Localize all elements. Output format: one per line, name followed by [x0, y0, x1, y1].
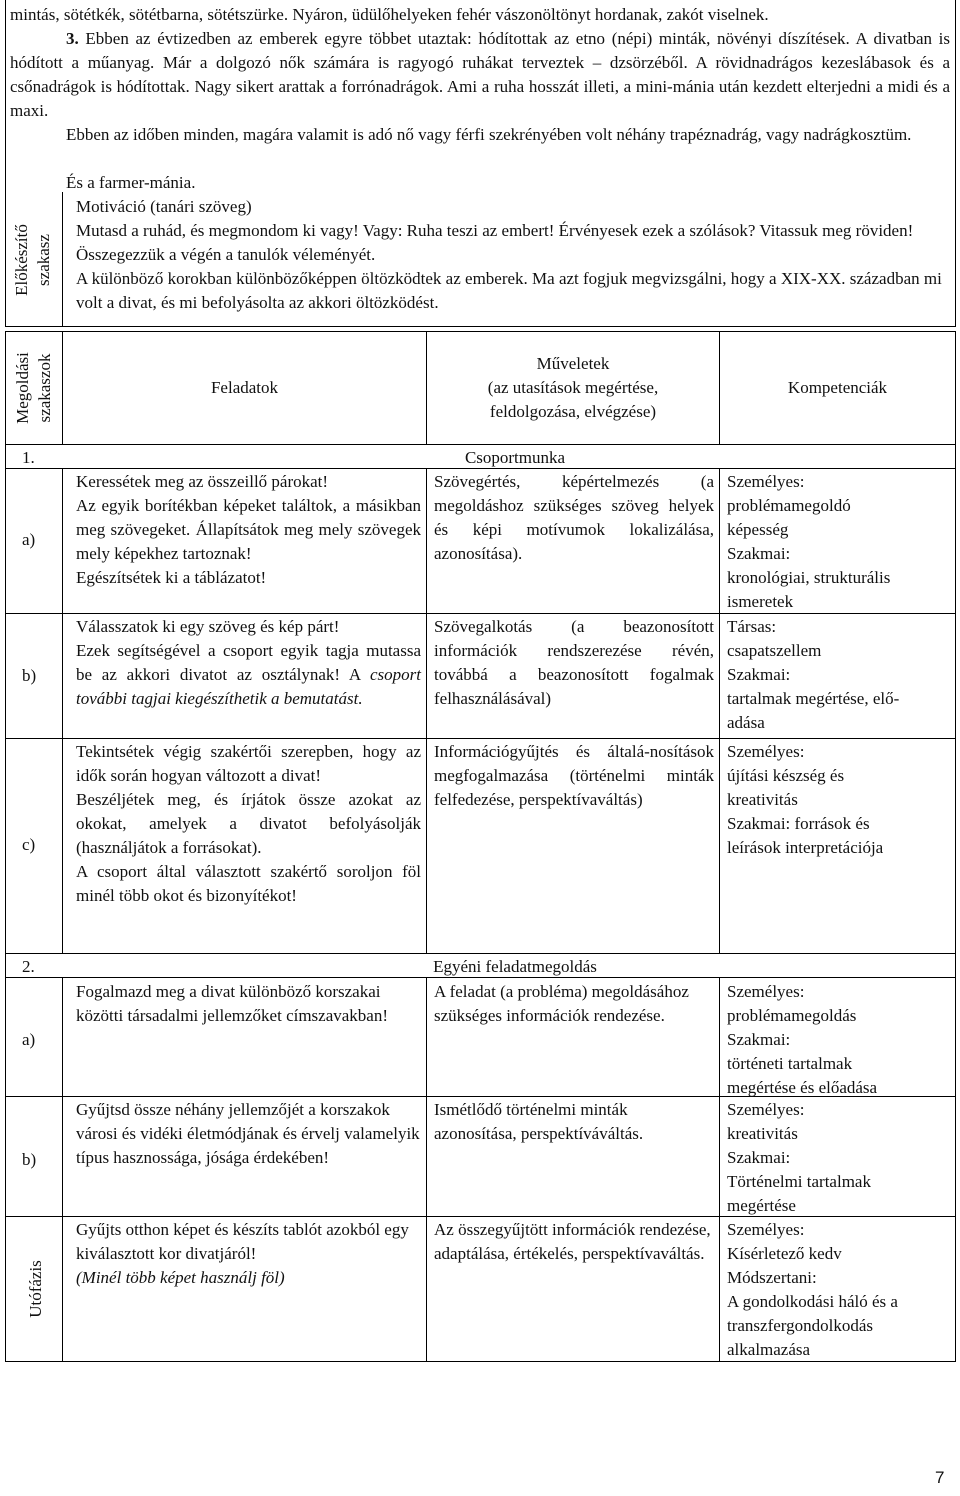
section-1-number: 1.	[22, 448, 35, 467]
row-1a-task-1: Keressétek meg az összeillő párokat!	[76, 472, 329, 491]
comp-line: történeti tartalmak	[727, 1054, 853, 1073]
comp-line: Személyes:	[727, 742, 805, 761]
comp-line: Szakmai:	[727, 665, 791, 684]
post-competencies	[727, 1218, 951, 1362]
comp-line: megértése	[727, 1196, 796, 1215]
section-2-title: Egyéni feladatmegoldás	[433, 957, 597, 976]
row-1c-task-2: Beszéljétek meg, és írjátok össze azokat az okokat, amelyek a divatot befolyásolják (használjátok a forrásokat).	[76, 790, 421, 857]
row-1c-task-1: Tekintsétek végig szakértői szerepben, hogy az idők során hogyan változott a divat!	[76, 742, 421, 785]
comp-line: Szakmai: források és	[727, 814, 870, 833]
motivation-text: Mutasd a ruhád, és megmondom ki vagy! Vagy: Ruha teszi az embert! Érvényesek ezek a szólások? Vitassuk meg röviden! Összegezzük a végén a tanulók véleményét.	[76, 221, 914, 264]
comp-line: adása	[727, 713, 765, 732]
header-ops-line2: (az utasítások megértése,	[487, 378, 659, 397]
motivation-title: Motiváció (tanári szöveg)	[76, 197, 252, 216]
comp-line: kreativitás	[727, 1124, 798, 1143]
row-2a-tasks: Fogalmazd meg a divat különböző korszakai közötti társadalmi jellemzőket címszavakban!	[76, 982, 389, 1025]
row-1b-task-2	[76, 639, 421, 711]
post-tasks	[76, 1218, 421, 1290]
row-1b-tasks	[76, 615, 421, 711]
comp-line: leírások interpretációja	[727, 838, 884, 857]
comp-line: csapatszellem	[727, 641, 822, 660]
header-phase-line2: szakaszok	[35, 353, 54, 423]
comp-line: kreativitás	[727, 790, 798, 809]
row-1b-task-2-italic: csoport további tagjai kiegészíthetik a bemutatást.	[76, 665, 421, 708]
header-ops-line3: feldolgozása, elvégzése)	[489, 402, 657, 421]
comp-line: Szakmai:	[727, 1030, 791, 1049]
row-2a-competencies	[727, 980, 951, 1100]
comp-line: újítási készség és	[727, 766, 845, 785]
header-phase-line1: Megoldási	[13, 352, 32, 424]
row-1b-task-1: Válasszatok ki egy szöveg és kép párt!	[76, 617, 340, 636]
header-phase-label	[12, 338, 56, 438]
row-2b-tasks: Gyűjtsd össze néhány jellemzőjét a korszakok városi és vidéki életmódjának és érvelj valamelyik típus hasznossága, jósága érdekében!	[76, 1100, 420, 1167]
top-line-1: mintás, sötétkék, sötétbarna, sötétszürke. Nyáron, üdülőhelyeken fehér vászonöltönyt hordanak, zakót viselnek.	[10, 5, 769, 24]
row-1c-task-3: A csoport által választott szakértő soroljon föl minél több okot és bizonyítékot!	[76, 862, 421, 905]
row-1b-competencies	[727, 615, 951, 735]
top-paragraph-4: Ebben az időben minden, magára valamit is adó nő vagy férfi szekrényében volt néhány trapéznadrág, vagy nadrágkosztüm.	[66, 125, 912, 144]
row-1a-operations: Szövegértés, képértelmezés (a megoldáshoz szükséges szöveg helyek és képi motívumok lokalizálása, azonosítása).	[434, 472, 714, 563]
row-1a-label: a)	[22, 530, 36, 549]
top-paragraph-3	[10, 27, 950, 123]
prep-phase-label	[11, 205, 55, 315]
post-phase-label: Utófázis	[26, 1260, 45, 1318]
comp-line: kronológiai, strukturális	[727, 568, 891, 587]
comp-line: Szakmai:	[727, 544, 791, 563]
top-paragraph-5: És a farmer-mánia.	[66, 173, 196, 192]
top-paragraph-3-text: Ebben az évtizedben az emberek egyre többet utaztak: hódítottak az etno (népi) minták, növényi díszítések. A divatban is hódított a műanyag. Már a dolgozó nők számára is ragyogó ruhákat terveztek – dzsörzéből. A rövidnadrágos kezeslábasok és a csőnadrágok is hódítottak. Nagy sikert arattak a forrónadrágok. Ami a ruha hosszát illeti, a mini-mánia után kezdett elterjedni a midi és a maxi.	[10, 29, 950, 120]
comp-line: Módszertani:	[727, 1268, 817, 1287]
page-number: 7	[935, 1468, 945, 1487]
row-2b-competencies	[727, 1098, 951, 1218]
row-1b-label: b)	[22, 666, 37, 685]
section-1-title: Csoportmunka	[464, 448, 566, 467]
header-operations	[427, 352, 719, 424]
row-2b-operations: Ismétlődő történelmi minták azonosítása, perspektíváváltás.	[434, 1100, 644, 1143]
comp-line: Kísérletező kedv	[727, 1244, 842, 1263]
comp-line: Társas:	[727, 617, 777, 636]
comp-line: problémamegoldás	[727, 1006, 857, 1025]
comp-line: Személyes:	[727, 1220, 805, 1239]
motivation-block	[76, 195, 948, 315]
comp-line: alkalmazása	[727, 1340, 811, 1359]
comp-line: Személyes:	[727, 472, 805, 491]
header-competencies: Kompetenciák	[787, 378, 888, 397]
row-2a-operations: A feladat (a probléma) megoldásához szükséges információk rendezése.	[434, 982, 689, 1025]
comp-line: A gondolkodási háló és a	[727, 1292, 898, 1311]
row-1c-tasks	[76, 740, 421, 908]
post-task-text: Gyűjts otthon képet és készíts tablót azokból egy kiválasztott kor divatjáról!	[76, 1220, 409, 1263]
comp-line: transzfergondolkodás	[727, 1316, 874, 1335]
item-number-3: 3.	[66, 29, 79, 48]
row-1c-competencies	[727, 740, 951, 860]
comp-line: Szakmai:	[727, 1148, 791, 1167]
motivation-text-2: A különböző korokban különbözőképpen öltözködtek az emberek. Ma azt fogjuk megvizsgálni, hogy a XIX-XX. században mi volt a divat, és mi befolyásolta az akkori öltözködést.	[76, 269, 942, 312]
post-task-italic: (Minél több képet használj föl)	[76, 1268, 285, 1287]
row-1b-operations: Szövegalkotás (a beazonosított információk rendszerezése révén, továbbá a beazonosított fogalmak felhasználásával)	[434, 617, 714, 708]
comp-line: Történelmi tartalmak	[727, 1172, 871, 1191]
prep-label-line2: szakasz	[34, 234, 53, 286]
comp-line: Személyes:	[727, 1100, 805, 1119]
header-tasks: Feladatok	[210, 378, 279, 397]
row-1a-task-2: Az egyik borítékban képeket találtok, a másikban meg szövegeket. Állapítsátok meg mely szövegek mely képekhez tartoznak!	[76, 496, 421, 563]
row-1a-tasks	[76, 470, 421, 590]
comp-line: tartalmak megértése, elő-	[727, 689, 900, 708]
comp-line: problémamegoldó	[727, 496, 851, 515]
prep-label-line1: Előkészítő	[12, 224, 31, 296]
row-1b-task-2-text: Ezek segítségével a csoport egyik tagja mutassa be az akkori divatot az osztálynak! A	[76, 641, 421, 684]
comp-line: képesség	[727, 520, 789, 539]
section-2-number: 2.	[22, 957, 35, 976]
row-1c-operations: Információgyűjtés és általá-nosítások megfogalmazása (történelmi minták felfedezése, perspektívaváltás)	[434, 742, 714, 809]
row-1a-task-3: Egészítsétek ki a táblázatot!	[76, 568, 267, 587]
comp-line: ismeretek	[727, 592, 794, 611]
row-1c-label: c)	[22, 835, 36, 854]
row-2a-label: a)	[22, 1030, 36, 1049]
comp-line: Személyes:	[727, 982, 805, 1001]
post-operations: Az összegyűjtött információk rendezése, adaptálása, értékelés, perspektívaváltás.	[434, 1220, 711, 1263]
header-ops-line1: Műveletek	[536, 354, 610, 373]
row-1a-competencies	[727, 470, 951, 614]
comp-line: megértése és előadása	[727, 1078, 878, 1097]
row-2b-label: b)	[22, 1150, 37, 1169]
